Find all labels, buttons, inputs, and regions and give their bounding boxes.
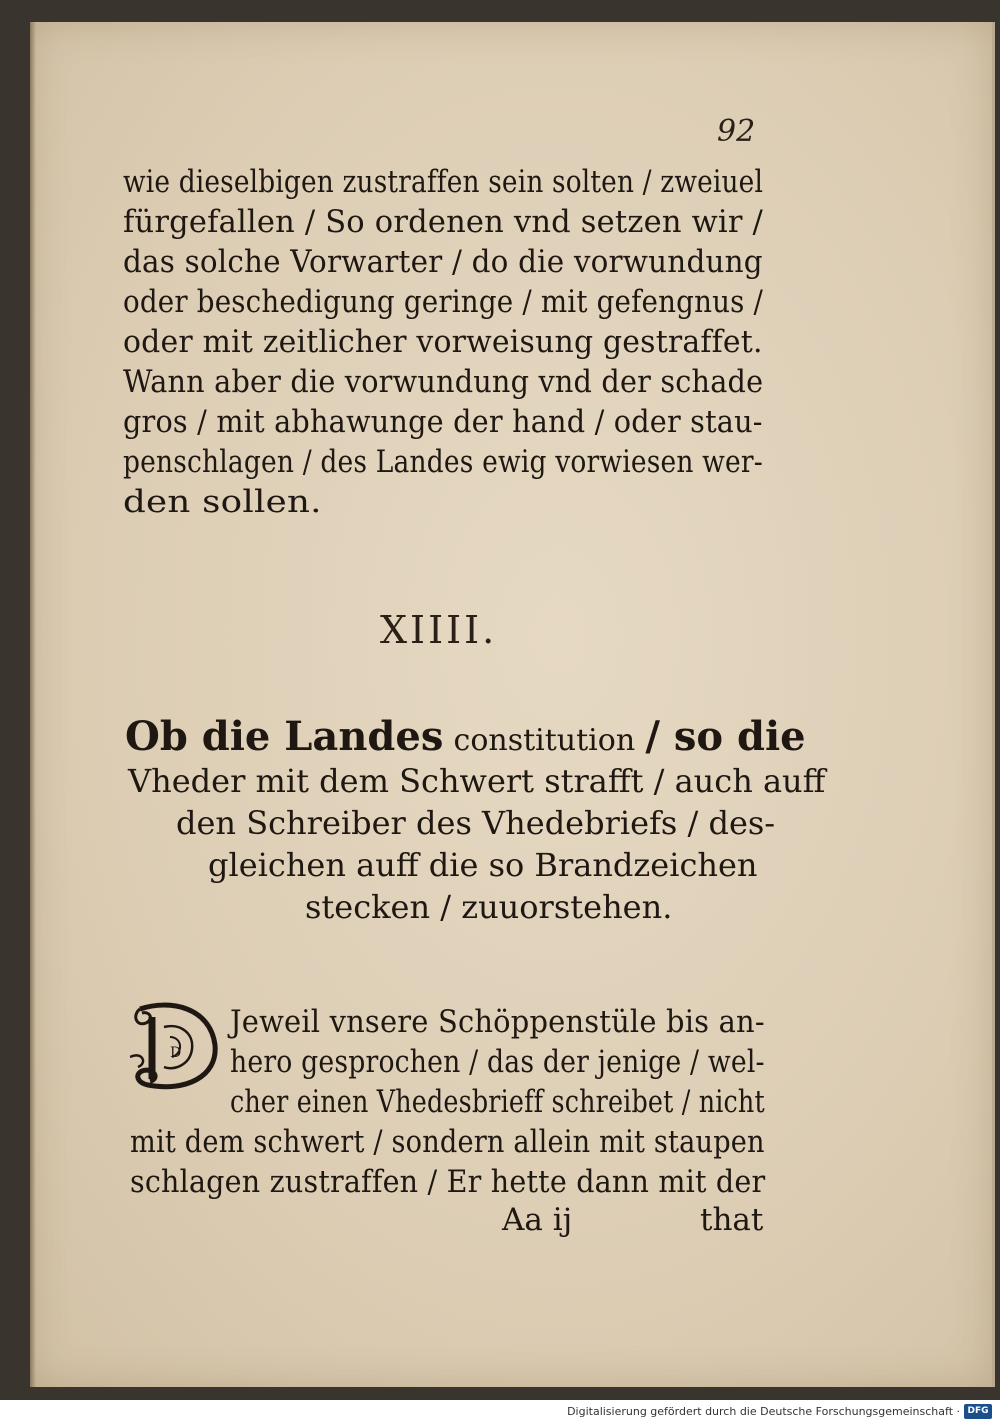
signature-mark: Aa ij — [502, 1202, 573, 1238]
section-title-line: den Schreiber des Vhedebriefs / des- — [176, 804, 776, 842]
section-title-line: Vheder mit dem Schwert strafft / auch auff — [128, 762, 826, 800]
body-line: oder beschedigung geringe / mit gefengnus / — [123, 284, 764, 320]
title-fraktur-tail: / so die — [645, 713, 806, 760]
body-line: das solche Vorwarter / do die vorwundung — [123, 244, 763, 280]
section-title-line — [125, 713, 806, 762]
title-fraktur-lead: Ob die Landes — [125, 713, 444, 760]
paragraph-line: schlagen zustraffen / Er hette dann mit der — [130, 1164, 766, 1200]
paragraph-line: mit dem schwert / sondern allein mit staupen — [130, 1124, 765, 1160]
digitization-footer — [0, 1400, 1000, 1425]
dropcap-letter: D — [170, 1045, 182, 1061]
section-title-line: stecken / zuuorstehen. — [305, 888, 673, 926]
paragraph-line: Jeweil vnsere Schöppenstüle bis an- — [230, 1004, 765, 1040]
body-line: den sollen. — [123, 484, 322, 520]
body-line: penschlagen / des Landes ewig vorwiesen wer- — [123, 444, 763, 480]
catchword: that — [700, 1202, 764, 1238]
book-page — [30, 22, 995, 1387]
body-line: gros / mit abhawunge der hand / oder stau- — [123, 404, 763, 440]
title-latin-word: constitution — [453, 723, 636, 758]
section-title-line: gleichen auff die so Brandzeichen — [208, 846, 758, 884]
body-line: wie dieselbigen zustraffen sein solten / zweiuel — [123, 164, 764, 200]
body-line: Wann aber die vorwundung vnd der schade — [123, 364, 764, 400]
body-line: fürgefallen / So ordenen vnd setzen wir / — [123, 204, 763, 240]
section-numeral: XIIII. — [380, 608, 498, 652]
paragraph-line: hero gesprochen / das der jenige / wel- — [230, 1044, 765, 1080]
body-line: oder mit zeitlicher vorweisung gestraffet. — [123, 324, 763, 360]
funding-credit: Digitalisierung gefördert durch die Deutsche Forschungsgemeinschaft · — [567, 1405, 960, 1418]
dfg-logo: DFG — [964, 1404, 992, 1419]
paragraph-line: cher einen Vhedesbrieff schreibet / nicht — [230, 1084, 765, 1120]
page-number: 92 — [717, 114, 756, 149]
ornamental-dropcap-icon — [130, 997, 222, 1097]
